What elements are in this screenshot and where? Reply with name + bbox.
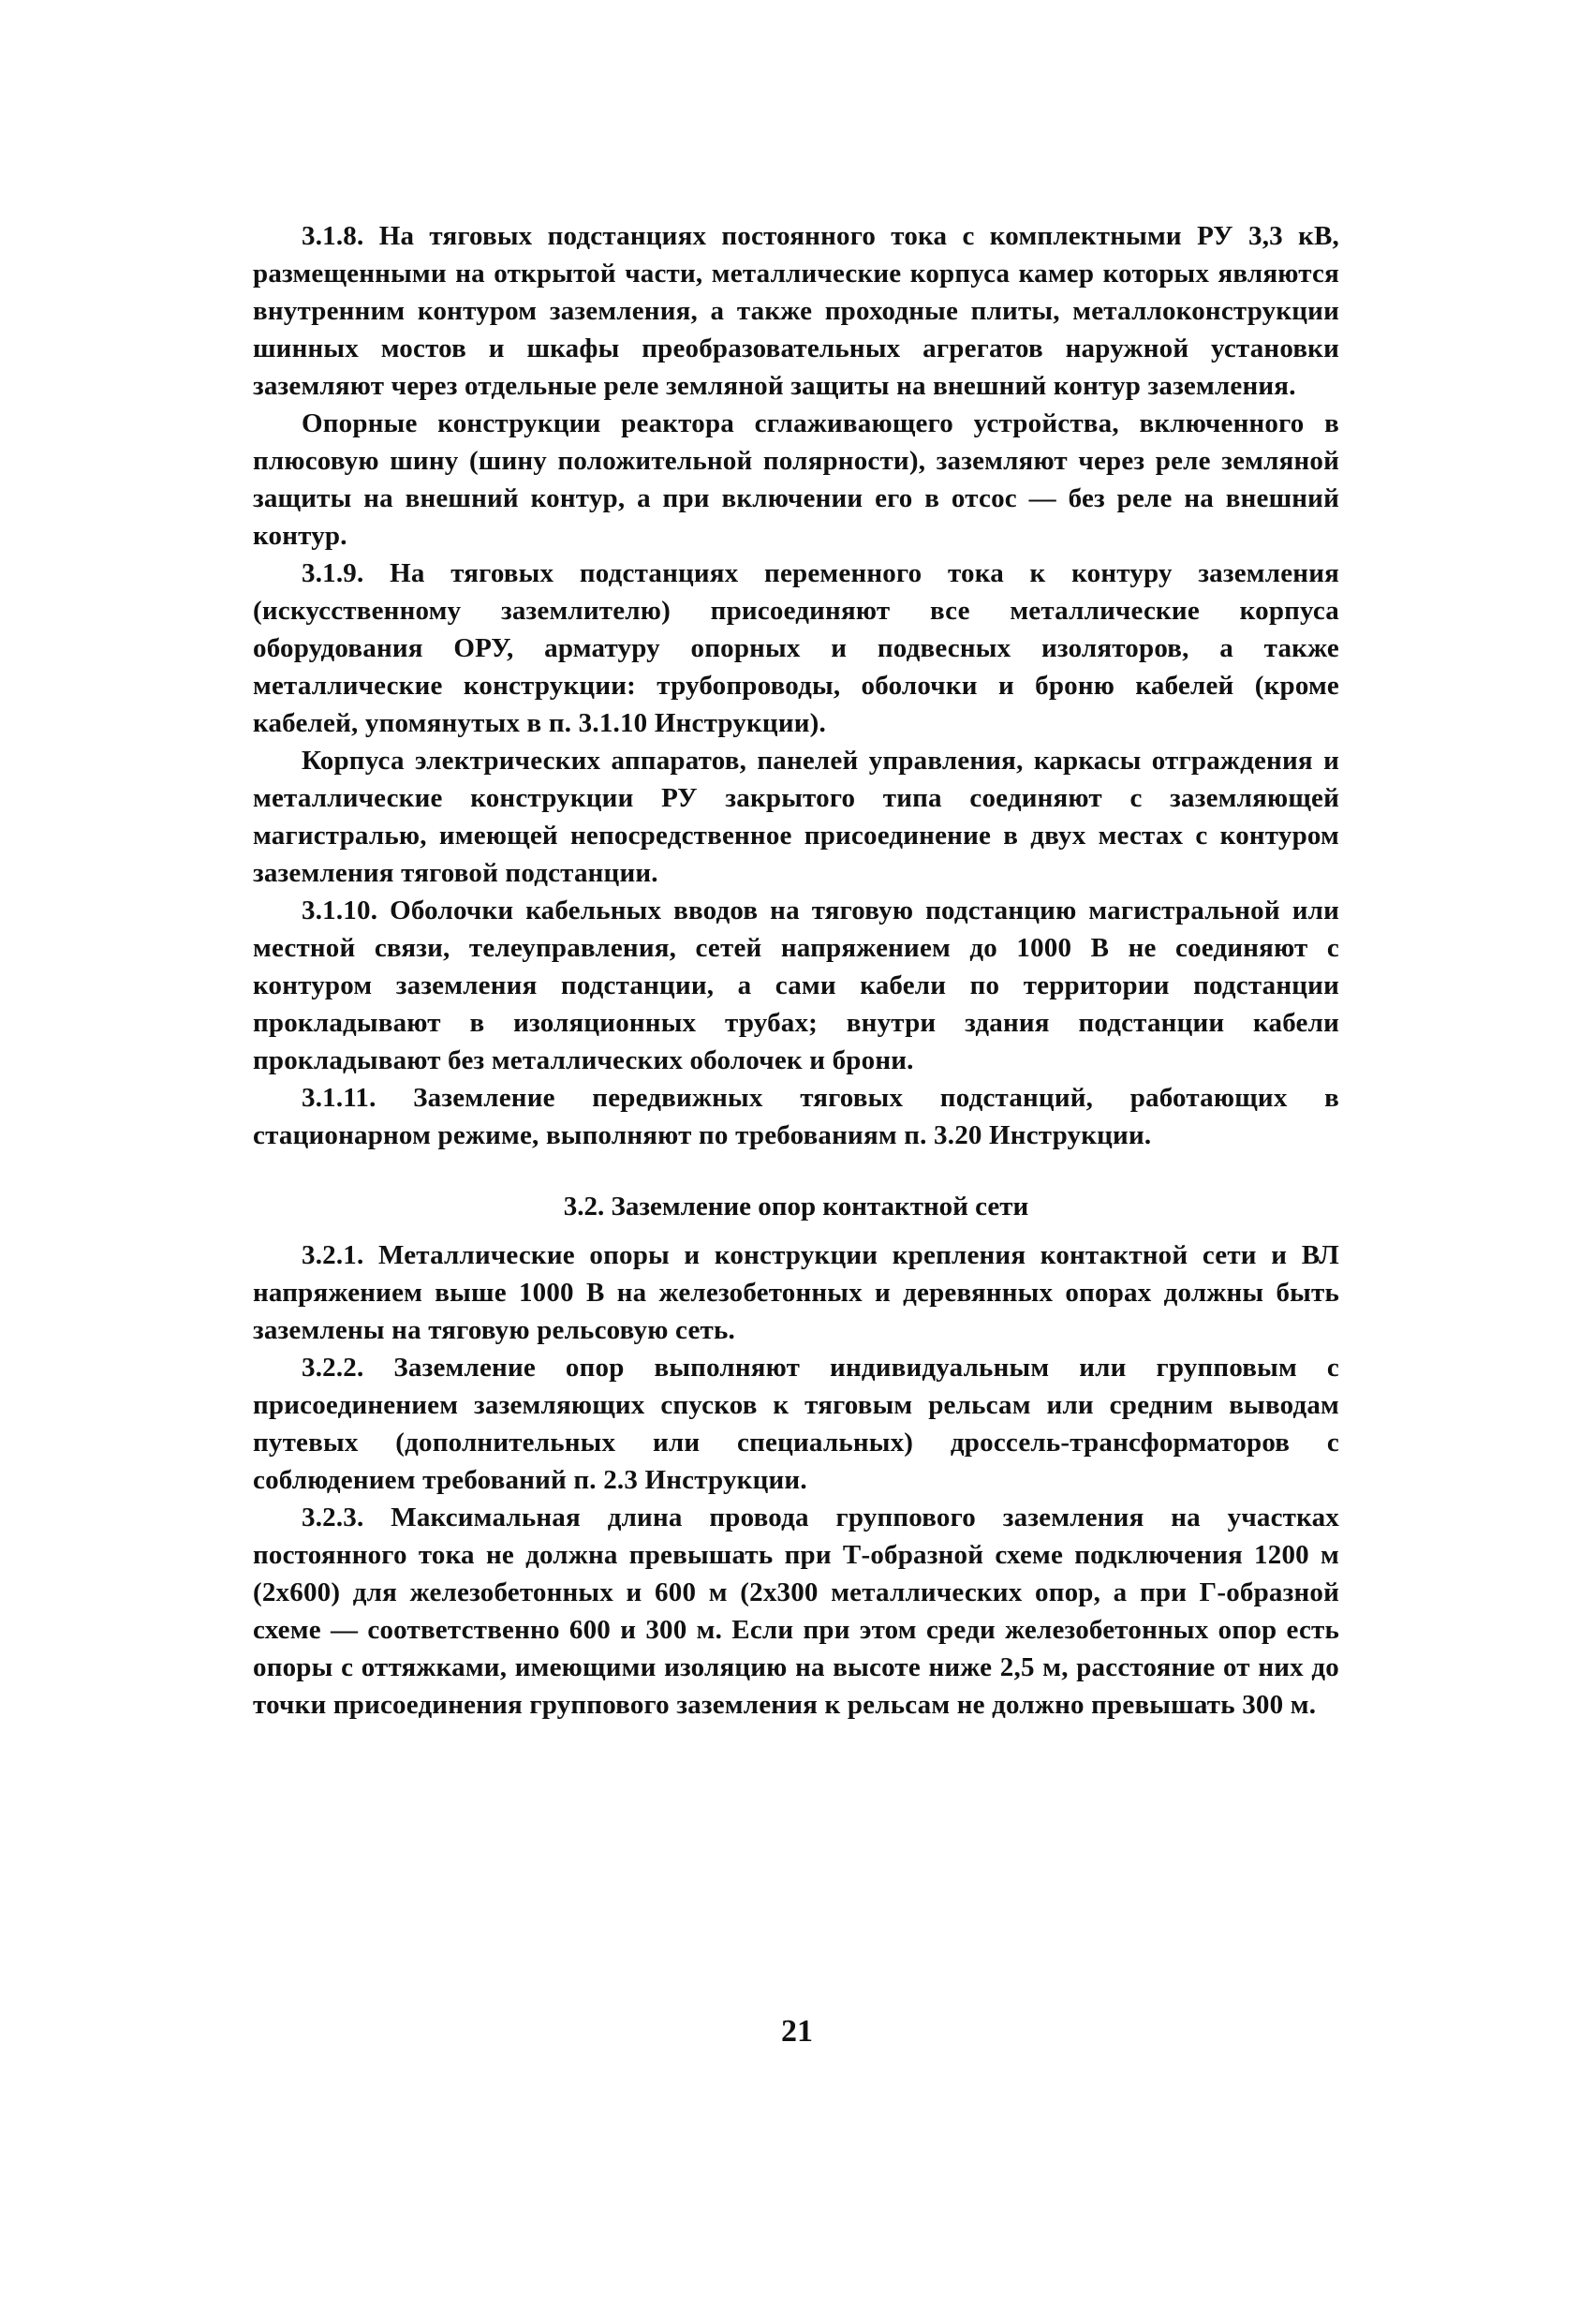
paragraph-3-2-2: 3.2.2. Заземление опор выполняют индивидуальным или групповым с присоединением заземляющих спусков к тяговым рельсам или средним выводам путевых (дополнительных или специальных) дроссель-трансформаторов с соблюдением требований п. 2.3 Инструкции.	[253, 1353, 1339, 1495]
paragraph-3-1-11: 3.1.11. Заземление передвижных тяговых подстанций, работающих в стационарном режиме, выполняют по требованиям п. 3.20 Инструкции.	[253, 1083, 1339, 1150]
paragraph-3-1-10: 3.1.10. Оболочки кабельных вводов на тяговую подстанцию магистральной или местной связи, телеуправления, сетей напряжением до 1000 В не соединяют с контуром заземления подстанции, а сами кабели по территории подстанции прокладывают в изоляционных трубах; внутри здания подстанции кабели прокладывают без металлических оболочек и брони.	[253, 896, 1339, 1075]
paragraph-3-1-8: 3.1.8. На тяговых подстанциях постоянного тока с комплектными РУ 3,3 кВ, размещенными на открытой части, металлические корпуса камер которых являются внутренним контуром заземления, а также проходные плиты, металлоконструкции шинных мостов и шкафы преобразовательных агрегатов наружной установки заземляют через отдельные реле земляной защиты на внешний контур заземления.	[253, 221, 1339, 401]
section-title: 3.2. Заземление опор контактной сети	[563, 1192, 1029, 1221]
paragraph-3-2-3: 3.2.3. Максимальная длина провода группового заземления на участках постоянного тока не должна превышать при Т-образной схеме подключения 1200 м (2х600) для железобетонных и 600 м (2х300 металлических опор, а при Г-образной схеме — соответственно 600 и 300 м. Если при этом среди железобетонных опор есть опоры с оттяжками, имеющими изоляцию на высоте ниже 2,5 м, расстояние от них до точки присоединения группового заземления к рельсам не должно превышать 300 м.	[253, 1502, 1339, 1720]
paragraph-equipment-housings: Корпуса электрических аппаратов, панелей управления, каркасы отграждения и металлические конструкции РУ закрытого типа соединяют с заземляющей магистралью, имеющей непосредственное присоединение в двух местах с контуром заземления тяговой подстанции.	[253, 746, 1339, 888]
page-body	[253, 217, 1339, 1724]
paragraph-3-1-9: 3.1.9. На тяговых подстанциях переменного тока к контуру заземления (искусственному заземлителю) присоединяют все металлические корпуса оборудования ОРУ, арматуру опорных и подвесных изоляторов, а также металлические конструкции: трубопроводы, оболочки и броню кабелей (кроме кабелей, упомянутых в п. 3.1.10 Инструкции).	[253, 558, 1339, 738]
page-number: 21	[781, 2014, 813, 2049]
paragraph-reactor-supports: Опорные конструкции реактора сглаживающего устройства, включенного в плюсовую шину (шину положительной полярности), заземляют через реле земляной защиты на внешний контур, а при включении его в отсос — без реле на внешний контур.	[253, 408, 1339, 551]
paragraph-3-2-1: 3.2.1. Металлические опоры и конструкции крепления контактной сети и ВЛ напряжением выше 1000 В на железобетонных и деревянных опорах должны быть заземлены на тяговую рельсовую сеть.	[253, 1240, 1339, 1345]
